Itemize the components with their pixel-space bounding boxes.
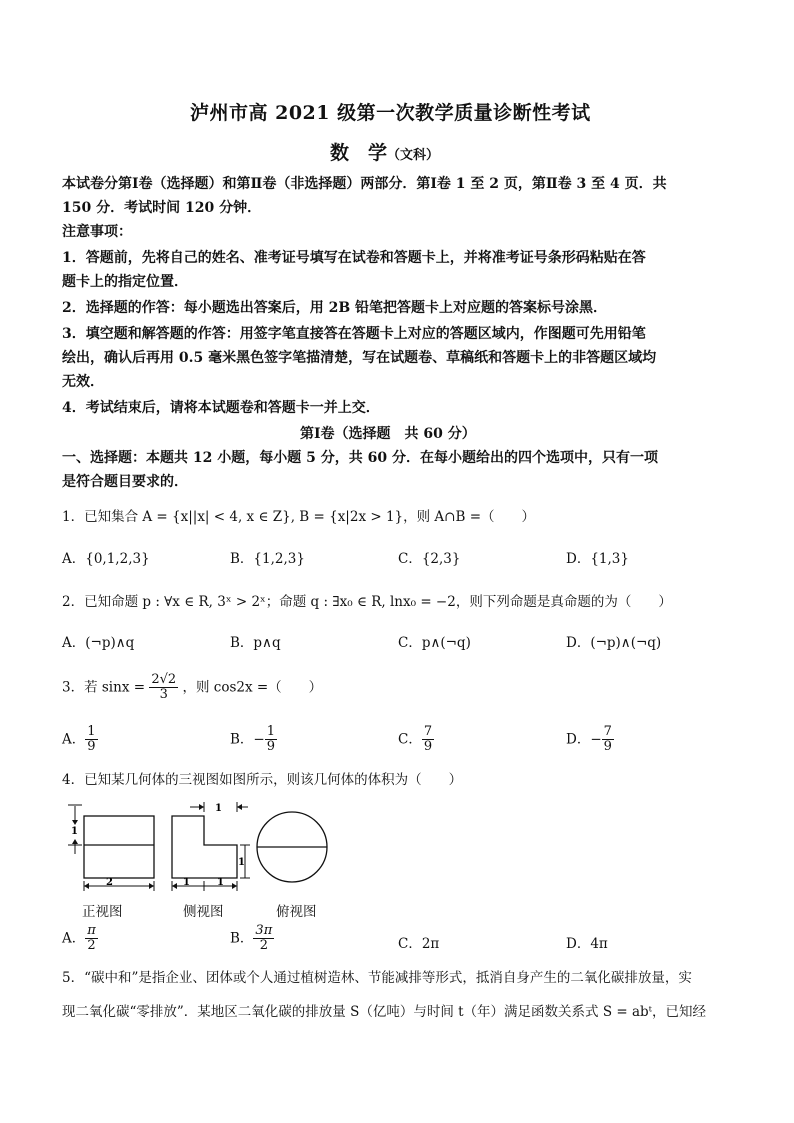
notice-1a: 1．答题前，先将自己的姓名、准考证号填写在试卷和答题卡上，并将准考证号条形码粘贴在答 — [62, 250, 646, 266]
q4-option-a — [62, 924, 98, 954]
q1-stem: 1．已知集合 A = {x||x| < 4, x ∈ Z}, B = {x|2x > 1}，则 A∩B =（ ） — [62, 509, 536, 525]
intro-line-2: 150 分．考试时间 120 分钟． — [62, 200, 262, 216]
notice-1b: 题卡上的指定位置． — [62, 274, 188, 290]
q3-option-b — [230, 725, 277, 755]
q4-option-d: D．4π — [566, 936, 608, 952]
notice-2: 2．选择题的作答：每小题选出答案后，用 2B 铅笔把答题卡上对应题的答案标号涂黑． — [62, 300, 608, 316]
q4-a-label: A． — [62, 930, 86, 947]
q3-stem-den: 3 — [159, 687, 168, 703]
q1-option-b: B．{1,2,3} — [230, 551, 305, 567]
arrow-right-icon — [232, 883, 237, 889]
q3-d-den: 9 — [603, 739, 612, 755]
q3-b-den: 9 — [266, 739, 276, 755]
q3-c-num: 7 — [423, 724, 433, 739]
side-dim-label-top: 1 — [215, 803, 222, 814]
q3-c-label: C． — [398, 731, 422, 748]
q4-option-b — [230, 924, 274, 954]
q4-b-label: B． — [230, 930, 254, 947]
q3-stem — [62, 673, 322, 703]
side-dim-label-b2: 1 — [217, 877, 224, 888]
q2-option-a: A．(¬p)∧q — [62, 635, 135, 651]
q3-a-label: A． — [62, 731, 86, 748]
q3-stem-fraction — [149, 673, 178, 703]
section-heading-a: 一、选择题：本题共 12 小题，每小题 5 分，共 60 分．在每小题给出的四个选项中，只有一项 — [62, 450, 658, 466]
q3-b-num: 1 — [266, 724, 276, 739]
q3-c-den: 9 — [423, 739, 433, 755]
q5-line-1: 5．“碳中和”是指企业、团体或个人通过植树造林、节能减排等形式，抵消自身产生的二氧化碳排放量，实 — [62, 970, 692, 986]
q4-b-num: 3π — [255, 923, 273, 938]
front-view — [68, 805, 154, 891]
section-heading-b: 是符合题目要求的． — [62, 474, 188, 490]
front-view-label: 正视图 — [82, 904, 123, 920]
q3-stem-suffix: ，则 cos2x =（ ） — [182, 679, 323, 696]
q3-b-label: B．− — [230, 731, 265, 748]
q3-option-d — [566, 725, 614, 755]
side-view-label: 侧视图 — [183, 904, 224, 920]
q5-line-2: 现二氧化碳“零排放”．某地区二氧化碳的排放量 S（亿吨）与时间 t（年）满足函数关系式 S = abᵗ，已知经 — [62, 1004, 707, 1020]
q2-option-c: C．p∧(¬q) — [398, 635, 471, 651]
side-dim-label-b1: 1 — [183, 877, 190, 888]
q3-d-num: 7 — [603, 724, 612, 739]
arrow-right-icon — [199, 804, 204, 810]
subject-name: 数 学 — [330, 142, 388, 164]
arrow-right-icon — [149, 883, 154, 889]
arrow-left-icon — [237, 804, 242, 810]
q1-option-c: C．{2,3} — [398, 551, 461, 567]
top-view-label: 俯视图 — [276, 904, 317, 920]
q3-stem-num: 2√2 — [151, 672, 177, 687]
q4-a-den: 2 — [87, 938, 96, 954]
arrow-down-icon — [72, 820, 78, 825]
q3-option-c — [398, 725, 434, 755]
arrow-left-icon — [172, 883, 177, 889]
subject-note: （文科） — [387, 148, 440, 163]
notice-3b: 绘出，确认后再用 0.5 毫米黑色签字笔描清楚，写在试题卷、草稿纸和答题卡上的非答题区域均 — [62, 350, 657, 366]
front-view-rect — [84, 816, 154, 878]
q4-stem: 4．已知某几何体的三视图如图所示，则该几何体的体积为（ ） — [62, 772, 463, 788]
part1-title: 第Ⅰ卷（选择题 共 60 分） — [300, 426, 476, 442]
notice-4: 4．考试结束后，请将本试题卷和答题卡一并上交． — [62, 400, 380, 416]
q3-a-num: 1 — [87, 724, 96, 739]
side-dim-label-right: 1 — [238, 857, 245, 868]
q4-a-num: π — [87, 923, 96, 938]
subject-heading — [330, 138, 439, 165]
q4-option-c: C．2π — [398, 936, 440, 952]
arrow-left-icon — [84, 883, 89, 889]
top-view — [257, 812, 327, 882]
q3-d-label: D．− — [566, 731, 602, 748]
q1-option-a: A．{0,1,2,3} — [62, 551, 150, 567]
arrow-up-icon — [72, 839, 78, 844]
side-view-outline — [172, 816, 237, 878]
intro-line-1: 本试卷分第Ⅰ卷（选择题）和第Ⅱ卷（非选择题）两部分．第Ⅰ卷 1 至 2 页，第Ⅱ卷 3 至 4 页．共 — [62, 176, 667, 192]
notice-3a: 3．填空题和解答题的作答：用签字笔直接答在答题卡上对应的答题区域内，作图题可先用铅笔 — [62, 326, 646, 342]
q2-option-d: D．(¬p)∧(¬q) — [566, 635, 662, 651]
q3-option-a — [62, 725, 98, 755]
q2-stem: 2．已知命题 p : ∀x ∈ R, 3ˣ > 2ˣ；命题 q : ∃x₀ ∈ R, lnx₀ = −2，则下列命题是真命题的为（ ） — [62, 594, 672, 610]
side-view — [172, 802, 250, 891]
q2-option-b: B．p∧q — [230, 635, 281, 651]
front-dim-label-1: 1 — [71, 826, 78, 837]
exam-title: 泸州市高 2021 级第一次教学质量诊断性考试 — [190, 102, 591, 124]
q1-option-d: D．{1,3} — [566, 551, 629, 567]
q3-stem-prefix: 3．若 sinx = — [62, 679, 146, 696]
q4-b-den: 2 — [259, 938, 268, 954]
notice-heading: 注意事项： — [62, 224, 132, 240]
notice-3c: 无效． — [62, 374, 104, 390]
q3-a-den: 9 — [87, 739, 96, 755]
front-dim-label-2: 2 — [106, 877, 113, 888]
